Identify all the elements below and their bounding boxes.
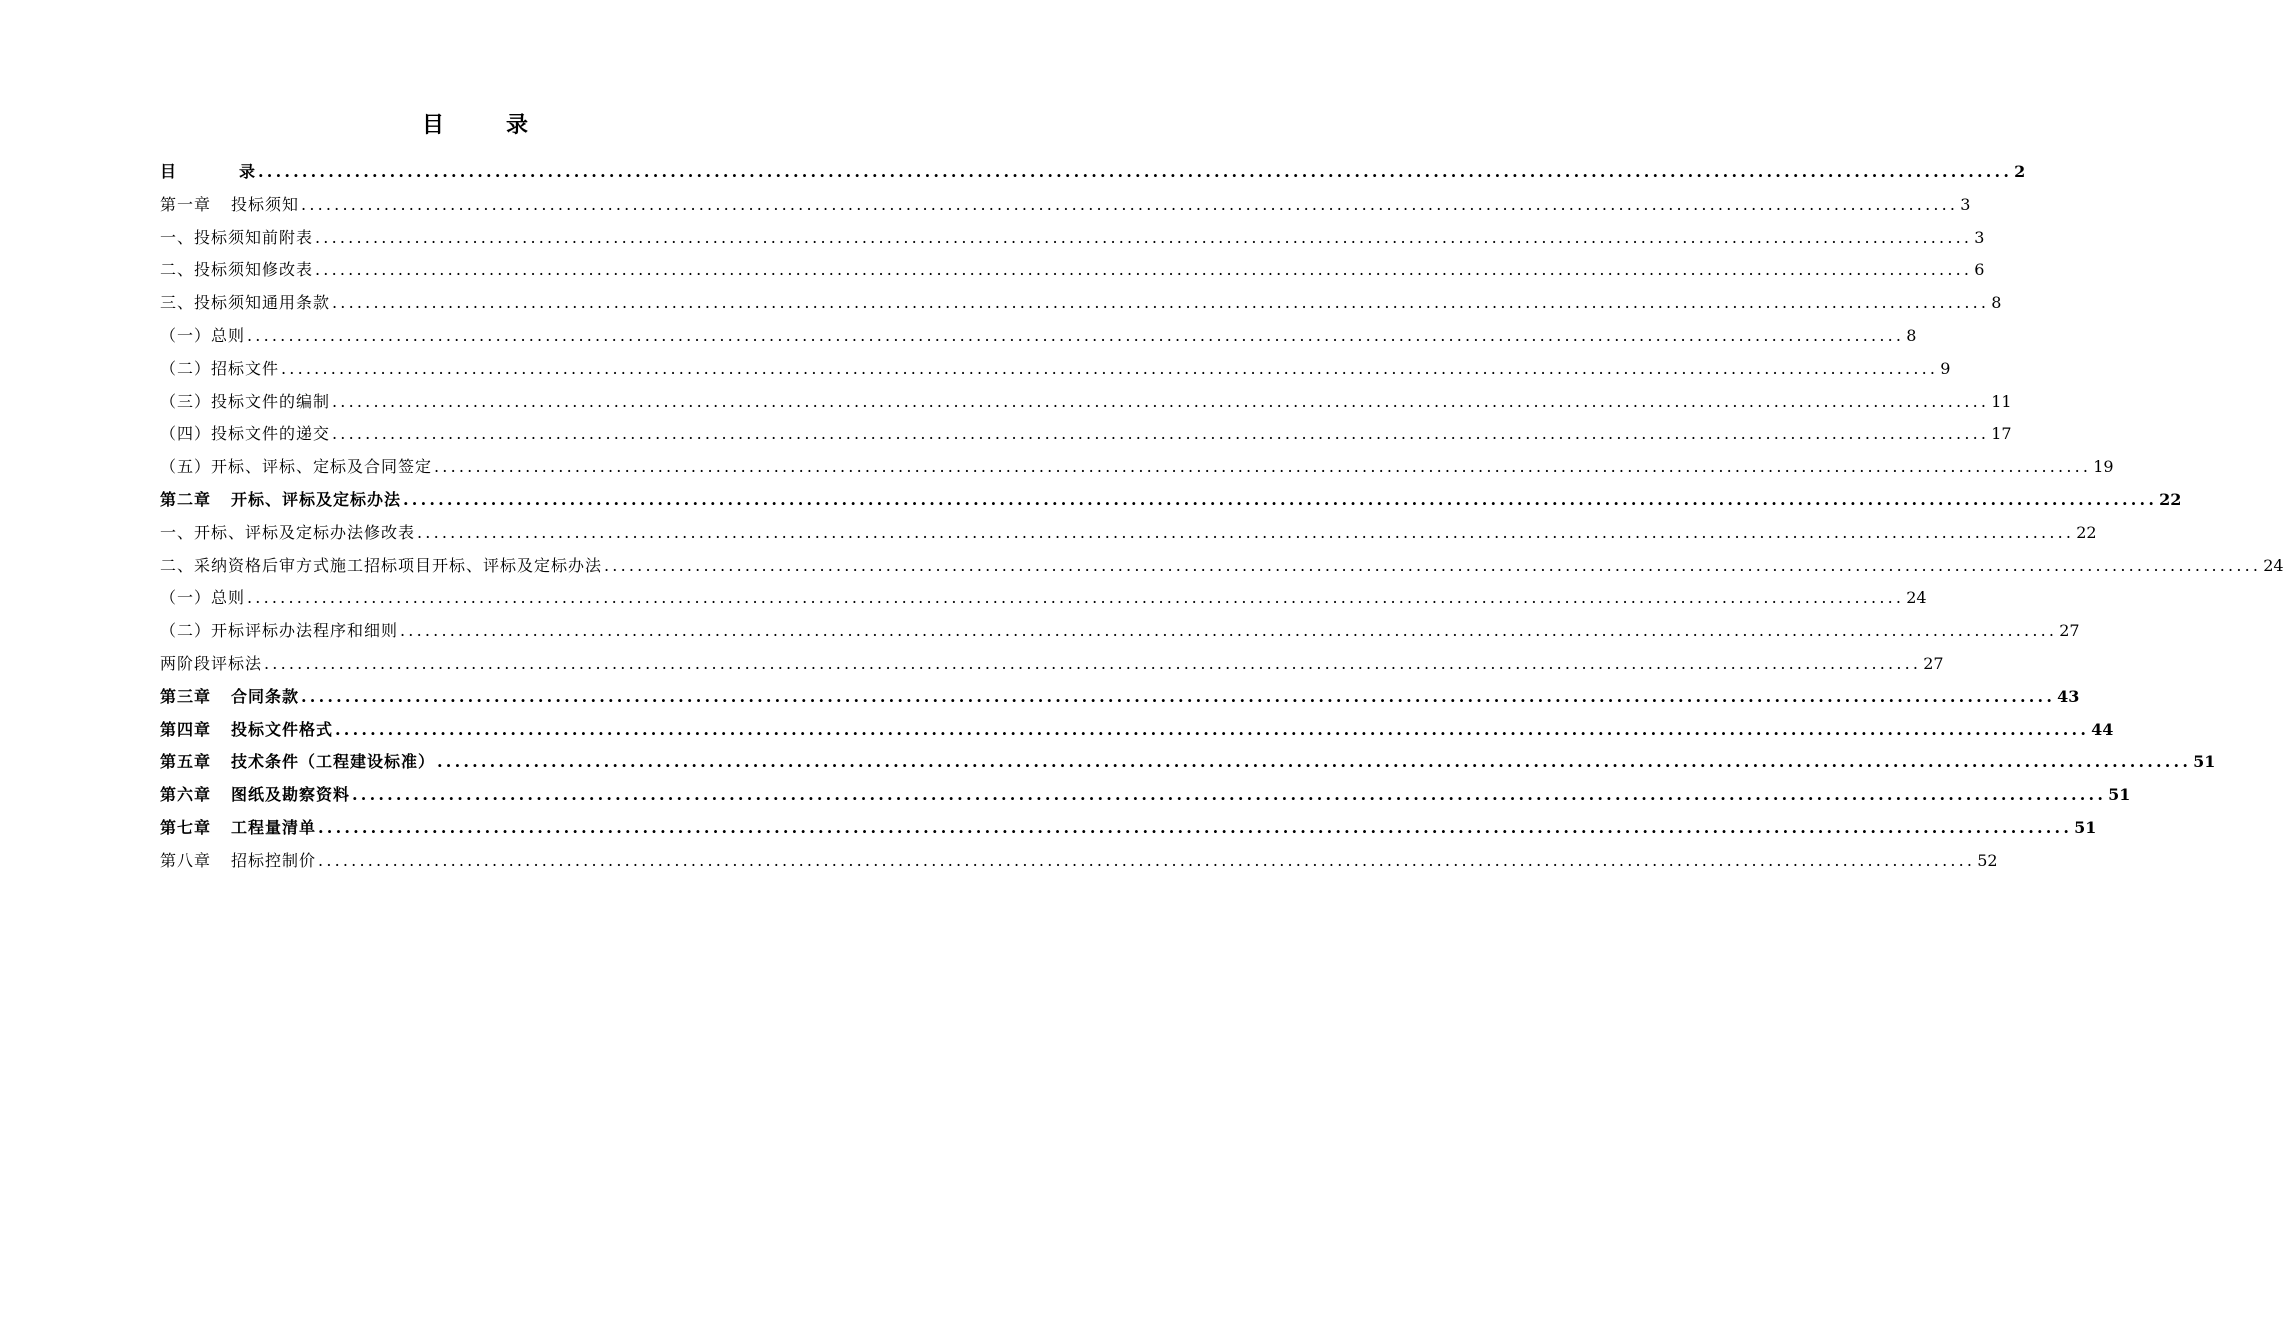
toc-entry[interactable] <box>160 812 2097 845</box>
toc-entry-label-main: （二）开标评标办法程序和细则 <box>160 621 399 641</box>
toc-title-char-1: 目 <box>421 112 444 138</box>
toc-entry-label <box>160 189 299 222</box>
toc-entry-label-main: 两阶段评标法 <box>160 653 263 673</box>
toc-entry[interactable] <box>160 779 2131 812</box>
toc-entry-label-main: 第四章 <box>160 719 212 739</box>
toc-dot-leader: ........................................................................................................................................................................................................ <box>318 850 1976 870</box>
toc-entry-label-sub: 开标、评标及定标办法 <box>231 489 402 509</box>
toc-dot-leader: ........................................................................................................................................................................................................ <box>332 293 1990 313</box>
toc-entry-label <box>160 845 316 878</box>
toc-page-number: 44 <box>2091 719 2114 739</box>
table-of-contents <box>160 156 2284 878</box>
toc-entry-label-main: 二、采纳资格后审方式施工招标项目开标、评标及定标办法 <box>160 555 603 575</box>
toc-dot-leader: ........................................................................................................................................................................................................ <box>437 752 2192 772</box>
toc-entry-label-sub: 图纸及勘察资料 <box>231 785 351 805</box>
toc-dot-leader: ........................................................................................................................................................................................................ <box>315 227 1973 247</box>
toc-dot-leader: ........................................................................................................................................................................................................ <box>352 785 2107 805</box>
toc-page-number: 19 <box>2093 457 2114 477</box>
toc-entry-label-sub: 投标须知 <box>231 194 300 214</box>
toc-entry[interactable] <box>160 582 1927 615</box>
toc-dot-leader: ........................................................................................................................................................................................................ <box>281 358 1939 378</box>
toc-dot-leader: ........................................................................................................................................................................................................ <box>403 489 2158 509</box>
toc-dot-leader: ........................................................................................................................................................................................................ <box>315 260 1973 280</box>
toc-entry-label-main: （四）投标文件的递交 <box>160 424 331 444</box>
toc-entry[interactable] <box>160 845 1998 878</box>
toc-entry-label <box>160 746 435 779</box>
toc-entry[interactable] <box>160 615 2080 648</box>
toc-entry[interactable] <box>160 714 2114 747</box>
toc-entry-label-main: 第三章 <box>160 686 212 706</box>
toc-entry-label <box>160 779 350 812</box>
toc-entry-label-main: 一、开标、评标及定标办法修改表 <box>160 522 416 542</box>
toc-entry-label-main: 目 <box>160 162 178 181</box>
toc-entry-label-sub: 合同条款 <box>231 686 300 706</box>
toc-dot-leader: ........................................................................................................................................................................................................ <box>332 391 1990 411</box>
toc-dot-leader: ........................................................................................................................................................................................................ <box>604 555 2262 575</box>
toc-entry-label-main: （二）招标文件 <box>160 358 280 378</box>
toc-entry[interactable] <box>160 550 2284 583</box>
toc-page-number: 22 <box>2076 522 2097 542</box>
toc-page-number: 24 <box>1906 588 1927 608</box>
toc-entry-label <box>160 320 245 353</box>
toc-entry-label <box>160 254 313 287</box>
toc-entry-label-main: （一）总则 <box>160 325 246 345</box>
toc-entry-label-sub: 技术条件（工程建设标准） <box>231 752 436 772</box>
toc-entry-label <box>160 287 330 320</box>
toc-dot-leader: ........................................................................................................................................................................................................ <box>247 325 1905 345</box>
toc-entry-label-main: 第七章 <box>160 817 212 837</box>
toc-page-number: 11 <box>1991 391 2012 411</box>
toc-dot-leader: ........................................................................................................................................................................................................ <box>417 522 2075 542</box>
toc-page-number: 22 <box>2159 489 2182 509</box>
toc-entry-label <box>160 418 330 451</box>
toc-entry[interactable] <box>160 517 2097 550</box>
toc-entry-label-sub: 录 <box>239 162 257 181</box>
toc-entry[interactable] <box>160 681 2080 714</box>
toc-entry[interactable] <box>160 418 2012 451</box>
toc-page-number: 2 <box>2014 162 2026 181</box>
toc-entry-label-main: （一）总则 <box>160 588 246 608</box>
toc-dot-leader: ........................................................................................................................................................................................................ <box>332 424 1990 444</box>
toc-entry-label-main: 第八章 <box>160 850 212 870</box>
toc-page-number: 43 <box>2057 686 2080 706</box>
toc-entry-label <box>160 615 398 648</box>
toc-dot-leader: ........................................................................................................................................................................................................ <box>400 621 2058 641</box>
toc-page-number: 6 <box>1974 260 1985 280</box>
toc-entry-label <box>160 681 299 714</box>
toc-entry-label-main: 第五章 <box>160 752 212 772</box>
toc-dot-leader: ........................................................................................................................................................................................................ <box>264 653 1922 673</box>
toc-entry-label-sub: 招标控制价 <box>231 850 317 870</box>
toc-entry[interactable] <box>160 386 2012 419</box>
toc-entry-label-main: 第一章 <box>160 194 212 214</box>
toc-entry[interactable] <box>160 254 1985 287</box>
toc-dot-leader: ........................................................................................................................................................................................................ <box>318 817 2073 837</box>
toc-entry[interactable] <box>160 189 1971 222</box>
toc-entry[interactable] <box>160 156 2026 189</box>
toc-entry[interactable] <box>160 287 2002 320</box>
toc-entry-label <box>160 582 245 615</box>
toc-entry-label-main: 第二章 <box>160 489 212 509</box>
toc-entry[interactable] <box>160 746 2216 779</box>
toc-dot-leader: ........................................................................................................................................................................................................ <box>335 719 2090 739</box>
toc-title-char-2: 录 <box>506 112 529 138</box>
toc-entry-label-main: 三、投标须知通用条款 <box>160 293 331 313</box>
toc-page-number: 51 <box>2074 817 2097 837</box>
toc-entry[interactable] <box>160 648 1944 681</box>
toc-entry-label <box>160 353 279 386</box>
toc-dot-leader: ........................................................................................................................................................................................................ <box>258 162 2013 181</box>
toc-dot-leader: ........................................................................................................................................................................................................ <box>247 588 1905 608</box>
toc-entry-label <box>160 156 256 189</box>
toc-dot-leader: ........................................................................................................................................................................................................ <box>434 457 2092 477</box>
toc-entry-label <box>160 484 401 517</box>
toc-entry-label-main: 第六章 <box>160 785 212 805</box>
toc-entry-label <box>160 451 432 484</box>
toc-page-number: 24 <box>2263 555 2284 575</box>
toc-entry-label-main: 二、投标须知修改表 <box>160 260 314 280</box>
toc-entry-label <box>160 648 262 681</box>
toc-entry-label-sub: 投标文件格式 <box>231 719 334 739</box>
toc-page-number: 8 <box>1906 325 1917 345</box>
toc-entry-label-main: （五）开标、评标、定标及合同签定 <box>160 457 433 477</box>
toc-dot-leader: ........................................................................................................................................................................................................ <box>301 194 1959 214</box>
toc-entry[interactable] <box>160 222 1985 255</box>
toc-entry-label <box>160 222 313 255</box>
toc-entry[interactable] <box>160 353 1951 386</box>
toc-page-number: 3 <box>1960 194 1971 214</box>
toc-entry-label <box>160 386 330 419</box>
toc-dot-leader: ........................................................................................................................................................................................................ <box>301 686 2056 706</box>
toc-page-number: 3 <box>1974 227 1985 247</box>
toc-entry-label-main: 一、投标须知前附表 <box>160 227 314 247</box>
toc-entry-label <box>160 812 316 845</box>
toc-entry-label <box>160 550 602 583</box>
toc-entry[interactable] <box>160 484 2182 517</box>
toc-page-number: 17 <box>1991 424 2012 444</box>
toc-page-number: 27 <box>1923 653 1944 673</box>
toc-page-number: 27 <box>2059 621 2080 641</box>
toc-entry-label-sub: 工程量清单 <box>231 817 317 837</box>
toc-entry[interactable] <box>160 320 1917 353</box>
toc-entry-label <box>160 714 333 747</box>
toc-page-number: 51 <box>2108 785 2131 805</box>
toc-entry-label-main: （三）投标文件的编制 <box>160 391 331 411</box>
toc-entry[interactable] <box>160 451 2114 484</box>
toc-title <box>0 108 950 139</box>
toc-page-number: 51 <box>2193 752 2216 772</box>
toc-entry-label <box>160 517 415 550</box>
toc-page-number: 8 <box>1991 293 2002 313</box>
toc-page-number: 9 <box>1940 358 1951 378</box>
toc-page-number: 52 <box>1977 850 1998 870</box>
